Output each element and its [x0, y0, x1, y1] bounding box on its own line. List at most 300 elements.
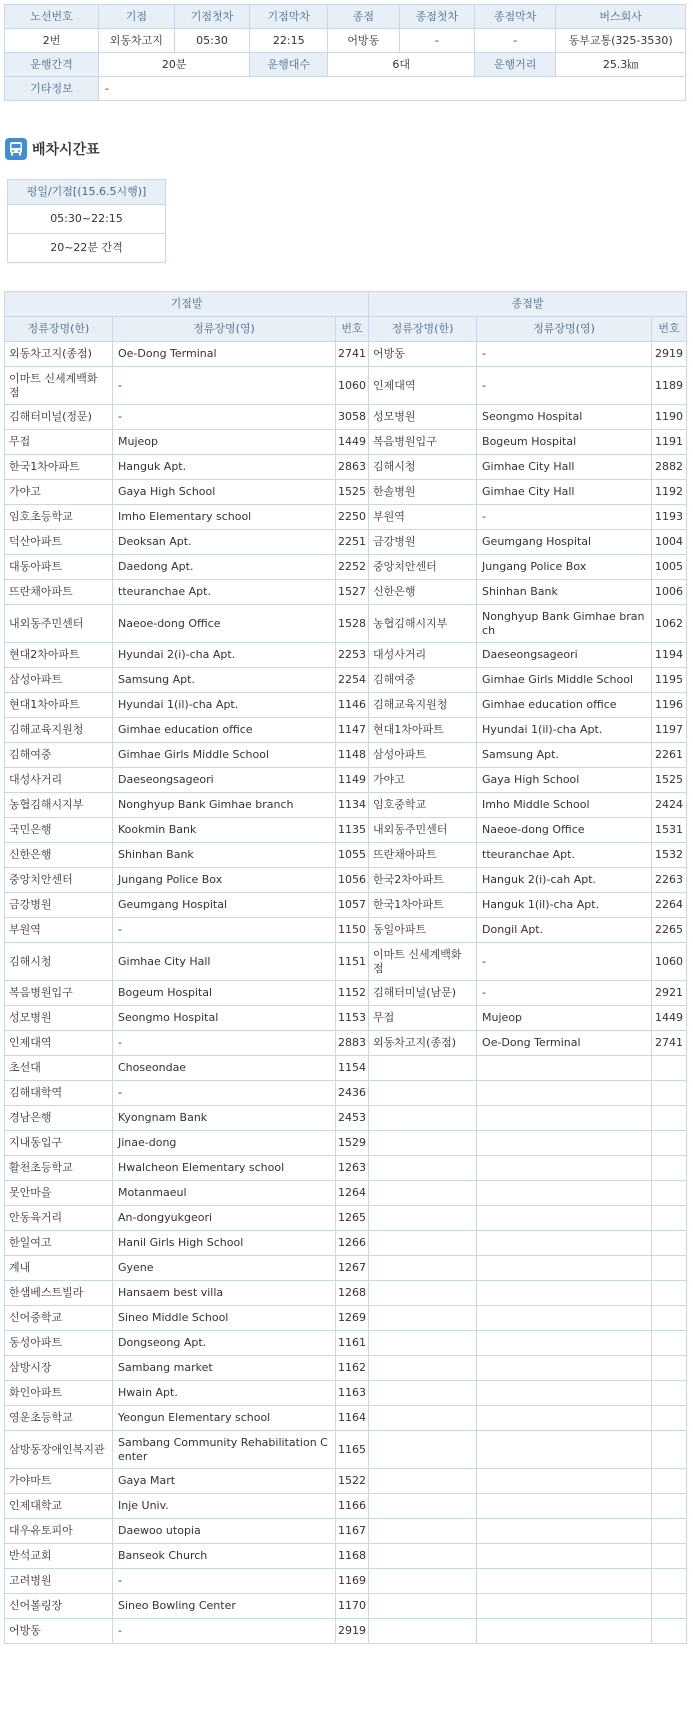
- stop-name-kr-end: 대성사거리: [369, 643, 477, 668]
- table-row: [5, 1106, 687, 1131]
- stop-name-en-start: Naeoe-dong Office: [113, 605, 336, 643]
- interval-label: 운행간격: [5, 53, 99, 77]
- table-row: [5, 530, 687, 555]
- table-row: [5, 1406, 687, 1431]
- stop-name-kr-end: 신한은행: [369, 580, 477, 605]
- stop-name-en-end: [477, 1206, 652, 1231]
- stop-no-end: 1192: [652, 480, 687, 505]
- stop-name-kr-start: 한일여고: [5, 1231, 113, 1256]
- stop-name-en-end: Gimhae Girls Middle School: [477, 668, 652, 693]
- stop-name-kr-end: 외동차고지(종점): [369, 1031, 477, 1056]
- stop-name-kr-start: 경남은행: [5, 1106, 113, 1131]
- stop-name-en-end: [477, 1306, 652, 1331]
- stop-no-end: [652, 1281, 687, 1306]
- stop-name-en-end: [477, 1156, 652, 1181]
- header-start-last: 기점막차: [250, 5, 328, 29]
- end-first: -: [399, 29, 475, 53]
- stop-name-kr-end: [369, 1406, 477, 1431]
- table-row: [5, 843, 687, 868]
- group-end-header: 종점발: [369, 292, 687, 317]
- stop-no-start: 2741: [336, 342, 369, 367]
- stop-no-end: 2264: [652, 893, 687, 918]
- stop-no-start: 1269: [336, 1306, 369, 1331]
- schedule-table: [7, 179, 166, 263]
- stop-no-start: 1149: [336, 768, 369, 793]
- start-last: 22:15: [250, 29, 328, 53]
- stop-name-en-end: Hyundai 1(il)-cha Apt.: [477, 718, 652, 743]
- stop-no-start: 2436: [336, 1081, 369, 1106]
- stop-name-en-end: -: [477, 981, 652, 1006]
- stop-name-kr-end: [369, 1231, 477, 1256]
- stop-name-kr-start: 현대1차아파트: [5, 693, 113, 718]
- stop-no-start: 1152: [336, 981, 369, 1006]
- header-company: 버스회사: [556, 5, 686, 29]
- table-row: [5, 430, 687, 455]
- header-start-first: 기점첫차: [174, 5, 250, 29]
- distance-label: 운행거리: [475, 53, 556, 77]
- stop-name-en-start: Dongseong Apt.: [113, 1331, 336, 1356]
- stop-no-end: 1062: [652, 605, 687, 643]
- stop-name-en-start: Gaya Mart: [113, 1469, 336, 1494]
- stop-name-en-start: Bogeum Hospital: [113, 981, 336, 1006]
- table-row: [5, 480, 687, 505]
- stops-table: [4, 291, 687, 1644]
- stop-name-en-end: [477, 1431, 652, 1469]
- table-row: [5, 1494, 687, 1519]
- stop-name-en-end: Oe-Dong Terminal: [477, 1031, 652, 1056]
- stop-no-start: 1267: [336, 1256, 369, 1281]
- stop-no-end: 1190: [652, 405, 687, 430]
- info-header-row: [5, 5, 686, 29]
- stop-name-en-start: Hyundai 1(il)-cha Apt.: [113, 693, 336, 718]
- table-row: [5, 1569, 687, 1594]
- stop-no-start: 1153: [336, 1006, 369, 1031]
- stop-no-end: 2882: [652, 455, 687, 480]
- stop-name-en-start: -: [113, 367, 336, 405]
- stop-name-en-start: -: [113, 1081, 336, 1106]
- stop-name-kr-start: 못안마을: [5, 1181, 113, 1206]
- stop-no-end: 1194: [652, 643, 687, 668]
- table-row: [5, 605, 687, 643]
- schedule-header: 평일/기점[(15.6.5시행)]: [8, 180, 166, 205]
- table-row: [5, 1544, 687, 1569]
- stop-no-end: [652, 1469, 687, 1494]
- stop-no-start: 1527: [336, 580, 369, 605]
- table-row: [5, 1356, 687, 1381]
- stop-name-kr-start: 한국1차아파트: [5, 455, 113, 480]
- stop-name-kr-start: 가야고: [5, 480, 113, 505]
- stop-name-kr-start: 초선대: [5, 1056, 113, 1081]
- stop-name-kr-start: 성모병원: [5, 1006, 113, 1031]
- stop-no-start: 3058: [336, 405, 369, 430]
- stop-name-kr-start: 삼방시장: [5, 1356, 113, 1381]
- stop-no-end: 1191: [652, 430, 687, 455]
- stop-no-start: 1170: [336, 1594, 369, 1619]
- stop-name-kr-end: 이마트 신세계백화점: [369, 943, 477, 981]
- stop-name-en-end: [477, 1406, 652, 1431]
- stop-no-end: [652, 1131, 687, 1156]
- stop-name-en-start: Sambang market: [113, 1356, 336, 1381]
- stop-name-en-end: Gimhae City Hall: [477, 455, 652, 480]
- stop-name-kr-start: 농협김해시지부: [5, 793, 113, 818]
- stop-name-kr-end: 김해교육지원청: [369, 693, 477, 718]
- stop-name-kr-start: 한샘베스트빌라: [5, 1281, 113, 1306]
- etc-value: -: [99, 77, 686, 101]
- group-start-header: 기점발: [5, 292, 369, 317]
- table-row: [5, 768, 687, 793]
- stop-name-kr-end: 성모병원: [369, 405, 477, 430]
- stop-name-en-start: Geumgang Hospital: [113, 893, 336, 918]
- stop-name-kr-end: [369, 1544, 477, 1569]
- stop-name-kr-end: [369, 1156, 477, 1181]
- stop-no-end: 1060: [652, 943, 687, 981]
- stop-name-kr-start: 내외동주민센터: [5, 605, 113, 643]
- stop-no-end: 1189: [652, 367, 687, 405]
- stop-name-kr-end: [369, 1519, 477, 1544]
- stop-no-end: 1532: [652, 843, 687, 868]
- bus-company: 동부교통(325-3530): [556, 29, 686, 53]
- stop-name-en-end: [477, 1469, 652, 1494]
- table-row: [5, 1431, 687, 1469]
- table-row: [5, 1156, 687, 1181]
- stop-no-start: 1522: [336, 1469, 369, 1494]
- stop-no-start: 1151: [336, 943, 369, 981]
- stop-no-start: 2919: [336, 1619, 369, 1644]
- stop-name-en-start: Jinae-dong: [113, 1131, 336, 1156]
- stop-no-end: 1004: [652, 530, 687, 555]
- stop-name-en-end: [477, 1356, 652, 1381]
- stop-no-end: 1195: [652, 668, 687, 693]
- stop-name-kr-end: 농협김해시지부: [369, 605, 477, 643]
- end-stop: 어방동: [328, 29, 399, 53]
- stop-no-start: 2251: [336, 530, 369, 555]
- stop-no-start: 2253: [336, 643, 369, 668]
- stop-name-kr-end: [369, 1494, 477, 1519]
- stop-name-kr-end: 가야고: [369, 768, 477, 793]
- stop-name-kr-end: 복음병원입구: [369, 430, 477, 455]
- stop-no-start: 1147: [336, 718, 369, 743]
- stop-no-end: 1449: [652, 1006, 687, 1031]
- stop-name-kr-start: 고려병원: [5, 1569, 113, 1594]
- stop-name-kr-end: 뜨란채아파트: [369, 843, 477, 868]
- stop-name-kr-end: [369, 1569, 477, 1594]
- stop-no-start: 1162: [336, 1356, 369, 1381]
- table-row: [5, 943, 687, 981]
- stop-name-kr-end: [369, 1594, 477, 1619]
- stop-no-start: 1264: [336, 1181, 369, 1206]
- stop-no-start: 1266: [336, 1231, 369, 1256]
- stop-no-start: 1163: [336, 1381, 369, 1406]
- stop-name-en-start: Kyongnam Bank: [113, 1106, 336, 1131]
- stop-name-en-start: Deoksan Apt.: [113, 530, 336, 555]
- stop-name-kr-start: 중앙치안센터: [5, 868, 113, 893]
- table-row: [5, 718, 687, 743]
- stop-name-en-end: Hanguk 1(il)-cha Apt.: [477, 893, 652, 918]
- stop-no-start: 1134: [336, 793, 369, 818]
- table-row: [5, 1231, 687, 1256]
- stop-name-en-start: Gimhae City Hall: [113, 943, 336, 981]
- stop-no-end: [652, 1569, 687, 1594]
- col-kr-end: 정류장명(한): [369, 317, 477, 342]
- stop-name-kr-end: 내외동주민센터: [369, 818, 477, 843]
- table-row: [5, 1381, 687, 1406]
- header-route-no: 노선번호: [5, 5, 99, 29]
- stop-name-en-start: Mujeop: [113, 430, 336, 455]
- schedule-time: 05:30~22:15: [8, 205, 166, 234]
- stop-name-en-end: Gimhae City Hall: [477, 480, 652, 505]
- stop-name-en-end: [477, 1231, 652, 1256]
- stop-name-kr-start: 영운초등학교: [5, 1406, 113, 1431]
- table-row: [5, 1469, 687, 1494]
- table-row: [5, 1031, 687, 1056]
- stop-name-en-end: -: [477, 367, 652, 405]
- stop-name-kr-start: 뜨란채아파트: [5, 580, 113, 605]
- stop-name-en-start: Yeongun Elementary school: [113, 1406, 336, 1431]
- stop-no-start: 1150: [336, 918, 369, 943]
- stop-name-kr-start: 신어볼링장: [5, 1594, 113, 1619]
- stop-name-en-start: Daewoo utopia: [113, 1519, 336, 1544]
- stop-name-kr-end: [369, 1281, 477, 1306]
- stop-name-en-end: Dongil Apt.: [477, 918, 652, 943]
- stop-name-kr-end: 부원역: [369, 505, 477, 530]
- table-row: [5, 1331, 687, 1356]
- stop-name-kr-start: 무접: [5, 430, 113, 455]
- stop-name-kr-end: 동일아파트: [369, 918, 477, 943]
- stop-name-kr-end: 한솔병원: [369, 480, 477, 505]
- stop-name-en-end: [477, 1081, 652, 1106]
- stop-name-en-end: [477, 1331, 652, 1356]
- stop-name-kr-start: 김해대학역: [5, 1081, 113, 1106]
- stop-name-en-start: An-dongyukgeori: [113, 1206, 336, 1231]
- stop-no-end: 2741: [652, 1031, 687, 1056]
- info-interval-row: [5, 53, 686, 77]
- distance-value: 25.3㎞: [556, 53, 686, 77]
- stop-no-end: [652, 1519, 687, 1544]
- stop-no-start: 1169: [336, 1569, 369, 1594]
- table-row: [5, 1206, 687, 1231]
- table-row: [5, 643, 687, 668]
- route-info-table: [4, 4, 686, 101]
- stop-no-start: 1167: [336, 1519, 369, 1544]
- stop-name-en-end: Mujeop: [477, 1006, 652, 1031]
- stop-name-en-start: Hanguk Apt.: [113, 455, 336, 480]
- stop-no-end: [652, 1544, 687, 1569]
- stop-name-en-end: [477, 1544, 652, 1569]
- table-row: [5, 1281, 687, 1306]
- stop-name-kr-start: 신어중학교: [5, 1306, 113, 1331]
- stop-name-en-end: Naeoe-dong Office: [477, 818, 652, 843]
- stop-name-en-start: Kookmin Bank: [113, 818, 336, 843]
- stop-name-kr-end: 중앙치안센터: [369, 555, 477, 580]
- col-no-start: 번호: [336, 317, 369, 342]
- stop-name-en-start: Seongmo Hospital: [113, 1006, 336, 1031]
- stop-name-kr-end: 인제대역: [369, 367, 477, 405]
- stop-name-kr-end: [369, 1431, 477, 1469]
- stop-name-en-start: Sineo Bowling Center: [113, 1594, 336, 1619]
- end-last: -: [475, 29, 556, 53]
- stop-name-kr-start: 대성사거리: [5, 768, 113, 793]
- stop-name-kr-start: 김해여중: [5, 743, 113, 768]
- stop-no-end: [652, 1106, 687, 1131]
- stops-body: [5, 342, 687, 1644]
- stop-name-kr-end: [369, 1131, 477, 1156]
- stop-name-en-start: Hanil Girls High School: [113, 1231, 336, 1256]
- table-row: [5, 1181, 687, 1206]
- stop-no-start: 2883: [336, 1031, 369, 1056]
- stop-name-en-end: Gaya High School: [477, 768, 652, 793]
- stop-no-end: [652, 1431, 687, 1469]
- stop-name-kr-end: [369, 1356, 477, 1381]
- stop-no-end: [652, 1256, 687, 1281]
- stop-name-kr-end: [369, 1256, 477, 1281]
- col-en-start: 정류장명(영): [113, 317, 336, 342]
- table-row: [5, 1256, 687, 1281]
- table-row: [5, 981, 687, 1006]
- stop-name-kr-start: 활천초등학교: [5, 1156, 113, 1181]
- stop-name-en-end: [477, 1181, 652, 1206]
- etc-label: 기타정보: [5, 77, 99, 101]
- stop-no-end: 2921: [652, 981, 687, 1006]
- stop-no-start: 2863: [336, 455, 369, 480]
- stop-no-end: [652, 1619, 687, 1644]
- interval-value: 20분: [99, 53, 250, 77]
- stop-name-kr-start: 인제대역: [5, 1031, 113, 1056]
- stop-no-end: 1197: [652, 718, 687, 743]
- stop-name-kr-start: 금강병원: [5, 893, 113, 918]
- stop-name-en-start: Banseok Church: [113, 1544, 336, 1569]
- stop-no-end: 1006: [652, 580, 687, 605]
- stop-no-end: 1196: [652, 693, 687, 718]
- bus-icon: [5, 138, 27, 160]
- section-title-text: 배차시간표: [32, 142, 100, 158]
- stop-no-start: 1154: [336, 1056, 369, 1081]
- stop-no-end: [652, 1306, 687, 1331]
- stop-no-end: 1525: [652, 768, 687, 793]
- stop-name-kr-end: 어방동: [369, 342, 477, 367]
- stop-name-en-end: Hanguk 2(i)-cah Apt.: [477, 868, 652, 893]
- stop-name-kr-start: 김해터미널(정문): [5, 405, 113, 430]
- stop-name-kr-start: 덕산아파트: [5, 530, 113, 555]
- stop-name-kr-start: 어방동: [5, 1619, 113, 1644]
- stop-name-kr-start: 현대2차아파트: [5, 643, 113, 668]
- stop-name-kr-end: 김해터미널(남문): [369, 981, 477, 1006]
- header-start: 기점: [99, 5, 175, 29]
- table-row: [5, 455, 687, 480]
- table-row: [5, 793, 687, 818]
- stop-no-end: 2261: [652, 743, 687, 768]
- stop-name-kr-end: [369, 1469, 477, 1494]
- stop-name-kr-start: 복음병원입구: [5, 981, 113, 1006]
- stop-name-kr-start: 가야마트: [5, 1469, 113, 1494]
- stop-name-en-end: [477, 1256, 652, 1281]
- stop-no-end: [652, 1594, 687, 1619]
- stop-name-kr-start: 신한은행: [5, 843, 113, 868]
- stop-no-start: 1166: [336, 1494, 369, 1519]
- stop-name-en-start: -: [113, 405, 336, 430]
- stop-name-kr-end: 현대1차아파트: [369, 718, 477, 743]
- stop-name-en-end: Imho Middle School: [477, 793, 652, 818]
- stop-name-en-start: Gimhae Girls Middle School: [113, 743, 336, 768]
- stop-name-en-end: [477, 1131, 652, 1156]
- stop-name-kr-start: 계내: [5, 1256, 113, 1281]
- stop-name-kr-start: 외동차고지(종점): [5, 342, 113, 367]
- stop-name-kr-end: [369, 1619, 477, 1644]
- stop-name-en-start: Gyene: [113, 1256, 336, 1281]
- stop-name-en-start: -: [113, 1031, 336, 1056]
- stop-name-en-start: -: [113, 918, 336, 943]
- stop-name-kr-end: 임호중학교: [369, 793, 477, 818]
- stop-no-start: 2252: [336, 555, 369, 580]
- stop-name-en-end: Seongmo Hospital: [477, 405, 652, 430]
- stop-no-end: [652, 1181, 687, 1206]
- stop-name-en-start: Hansaem best villa: [113, 1281, 336, 1306]
- stop-name-en-end: [477, 1594, 652, 1619]
- col-kr-start: 정류장명(한): [5, 317, 113, 342]
- table-row: [5, 893, 687, 918]
- table-row: [5, 555, 687, 580]
- stop-name-en-end: Daeseongsageori: [477, 643, 652, 668]
- column-header-row: [5, 317, 687, 342]
- stop-name-en-start: Imho Elementary school: [113, 505, 336, 530]
- table-row: [5, 580, 687, 605]
- stop-name-en-start: -: [113, 1569, 336, 1594]
- stop-name-kr-start: 지내동입구: [5, 1131, 113, 1156]
- table-row: [5, 918, 687, 943]
- stop-no-end: 1531: [652, 818, 687, 843]
- stop-name-en-end: tteuranchae Apt.: [477, 843, 652, 868]
- stop-name-en-end: [477, 1106, 652, 1131]
- stop-name-kr-start: 이마트 신세계백화점: [5, 367, 113, 405]
- stop-no-start: 1525: [336, 480, 369, 505]
- table-row: [5, 505, 687, 530]
- start-first: 05:30: [174, 29, 250, 53]
- stop-no-start: 1168: [336, 1544, 369, 1569]
- stop-name-en-end: Nonghyup Bank Gimhae branch: [477, 605, 652, 643]
- stop-name-en-end: [477, 1494, 652, 1519]
- table-row: [5, 818, 687, 843]
- schedule-interval: 20~22분 간격: [8, 234, 166, 263]
- stop-name-kr-end: [369, 1081, 477, 1106]
- stop-name-en-end: [477, 1056, 652, 1081]
- stop-no-end: [652, 1331, 687, 1356]
- stop-name-en-end: Bogeum Hospital: [477, 430, 652, 455]
- header-end: 종점: [328, 5, 399, 29]
- stop-no-end: [652, 1406, 687, 1431]
- route-no: 2번: [5, 29, 99, 53]
- table-row: [5, 868, 687, 893]
- stop-no-start: 1146: [336, 693, 369, 718]
- count-value: 6대: [328, 53, 475, 77]
- stop-name-en-start: Choseondae: [113, 1056, 336, 1081]
- count-label: 운행대수: [250, 53, 328, 77]
- stop-no-start: 1268: [336, 1281, 369, 1306]
- stop-name-kr-end: 금강병원: [369, 530, 477, 555]
- stop-no-start: 1449: [336, 430, 369, 455]
- stop-name-en-start: Nonghyup Bank Gimhae branch: [113, 793, 336, 818]
- table-row: [5, 1081, 687, 1106]
- stop-no-start: 2453: [336, 1106, 369, 1131]
- stop-no-end: [652, 1056, 687, 1081]
- table-row: [5, 342, 687, 367]
- stop-name-en-end: [477, 1569, 652, 1594]
- stop-no-end: [652, 1381, 687, 1406]
- stop-name-en-start: Oe-Dong Terminal: [113, 342, 336, 367]
- stop-no-start: 2254: [336, 668, 369, 693]
- table-row: [5, 668, 687, 693]
- stop-no-end: [652, 1231, 687, 1256]
- stop-name-kr-end: 한국2차아파트: [369, 868, 477, 893]
- stop-no-end: [652, 1494, 687, 1519]
